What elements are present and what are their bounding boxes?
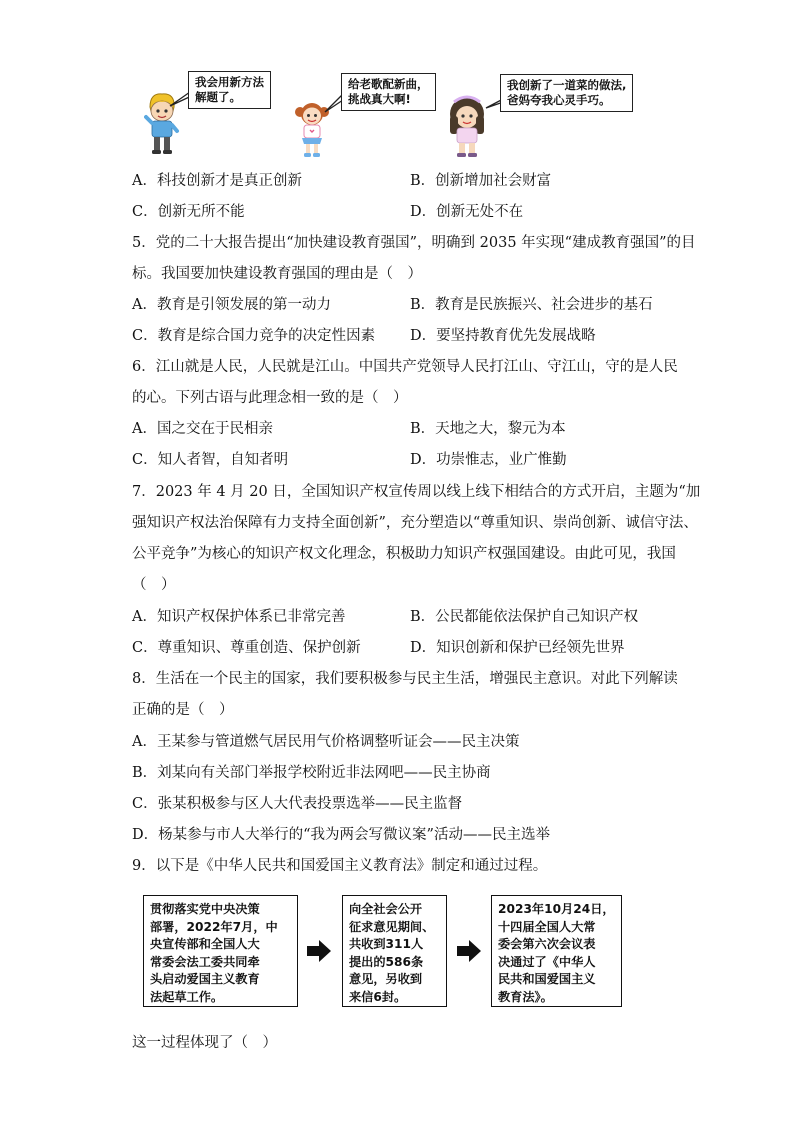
q7-option-b[interactable]: B．公民都能依法保护自己知识产权 bbox=[410, 609, 639, 625]
right-arrow-icon bbox=[307, 940, 331, 962]
illustration bbox=[130, 60, 670, 160]
q6-option-b[interactable]: B．天地之大，黎元为本 bbox=[410, 421, 566, 437]
q5-option-d[interactable]: D．要坚持教育优先发展战略 bbox=[410, 328, 596, 344]
flow-line: 常委会法工委共同牵 bbox=[150, 954, 260, 969]
flow-line: 民共和国爱国主义 bbox=[498, 972, 596, 986]
q8-stem-line: 8．生活在一个民主的国家，我们要积极参与民主生活，增强民主意识。对此下列解读 bbox=[132, 671, 678, 687]
flow-step-1 bbox=[143, 895, 298, 1007]
bubble-line: 爸妈夸我心灵手巧。 bbox=[507, 93, 611, 107]
q9-followup: 这一过程体现了（ ） bbox=[132, 1035, 277, 1051]
flow-line: 头启动爱国主义教育 bbox=[150, 972, 260, 986]
q6-option-d[interactable]: D．功崇惟志，业广惟勤 bbox=[410, 452, 567, 468]
q9-stem-line: 9．以下是《中华人民共和国爱国主义教育法》制定和通过过程。 bbox=[132, 858, 548, 874]
bubble-line: 给老歌配新曲， bbox=[348, 77, 429, 91]
q7-stem-line: 7．2023 年 4 月 20 日，全国知识产权宣传周以线上线下相结合的方式开启，主题为“加 bbox=[132, 484, 701, 500]
q5-option-b[interactable]: B．教育是民族振兴、社会进步的基石 bbox=[410, 297, 653, 313]
flow-line: 委会第六次会议表 bbox=[498, 937, 596, 951]
flow-step-3 bbox=[491, 895, 622, 1007]
flow-line: 向全社会公开 bbox=[349, 902, 423, 916]
flow-line: 央宣传部和全国人大 bbox=[150, 937, 260, 951]
flow-line: 共收到311人 bbox=[349, 937, 424, 951]
flow-line: 2023年10月24日， bbox=[498, 902, 615, 916]
flow-line: 十四届全国人大常 bbox=[498, 919, 596, 934]
flow-line: 来信6封。 bbox=[349, 989, 407, 1004]
right-arrow-icon bbox=[457, 940, 481, 962]
q8-option-a[interactable]: A．王某参与管道燃气居民用气价格调整听证会——民主决策 bbox=[132, 734, 520, 750]
q6-stem-line: 6．江山就是人民，人民就是江山。中国共产党领导人民打江山、守江山，守的是人民 bbox=[132, 359, 678, 375]
q4-option-a[interactable]: A．科技创新才是真正创新 bbox=[132, 173, 302, 189]
q5-option-a[interactable]: A．教育是引领发展的第一动力 bbox=[132, 297, 331, 313]
flow-step-2 bbox=[342, 895, 447, 1007]
q7-stem-line: 强知识产权法治保障有力支持全面创新”，充分塑造以“尊重知识、崇尚创新、诚信守法、 bbox=[132, 515, 698, 531]
q6-option-a[interactable]: A．国之交在于民相亲 bbox=[132, 421, 273, 437]
q7-option-c[interactable]: C．尊重知识、尊重创造、保护创新 bbox=[132, 640, 361, 656]
bubble-line: 解题了。 bbox=[195, 90, 241, 104]
bubble-line: 我会用新方法 bbox=[195, 75, 264, 89]
flow-line: 决通过了《中华人 bbox=[498, 954, 596, 969]
q6-option-c[interactable]: C．知人者智，自知者明 bbox=[132, 452, 289, 468]
q4-option-d[interactable]: D．创新无处不在 bbox=[410, 204, 524, 220]
q8-option-c[interactable]: C．张某积极参与区人大代表投票选举——民主监督 bbox=[132, 796, 463, 812]
q4-option-b[interactable]: B．创新增加社会财富 bbox=[410, 173, 552, 189]
flow-line: 贯彻落实党中央决策 bbox=[150, 902, 260, 916]
speech-bubble-2 bbox=[341, 73, 436, 111]
q8-option-d[interactable]: D．杨某参与市人大举行的“我为两会写微议案”活动——民主选举 bbox=[132, 827, 550, 843]
q7-option-d[interactable]: D．知识创新和保护已经领先世界 bbox=[410, 640, 625, 656]
q5-option-c[interactable]: C．教育是综合国力竞争的决定性因素 bbox=[132, 328, 376, 344]
speech-bubble-3 bbox=[500, 74, 633, 112]
q7-stem-line: 公平竞争”为核心的知识产权文化理念，积极助力知识产权强国建设。由此可见，我国 bbox=[132, 546, 676, 562]
flow-line: 法起草工作。 bbox=[150, 989, 224, 1004]
flow-line: 意见，另收到 bbox=[349, 972, 423, 986]
q8-stem-line: 正确的是（ ） bbox=[132, 702, 234, 718]
q8-option-b[interactable]: B．刘某向有关部门举报学校附近非法网吧——民主协商 bbox=[132, 765, 491, 781]
q5-stem-line: 5．党的二十大报告提出“加快建设教育强国”，明确到 2035 年实现“建成教育强国”的目 bbox=[132, 235, 696, 251]
q5-stem-line: 标。我国要加快建设教育强国的理由是（ ） bbox=[132, 266, 422, 282]
q7-option-a[interactable]: A．知识产权保护体系已非常完善 bbox=[132, 609, 346, 625]
flow-line: 部署，2022年7月，中 bbox=[150, 919, 278, 934]
q7-stem-line: （ ） bbox=[132, 577, 176, 593]
flow-line: 教育法》。 bbox=[498, 989, 553, 1004]
q4-option-c[interactable]: C．创新无所不能 bbox=[132, 204, 245, 220]
bubble-line: 挑战真大啊! bbox=[348, 92, 411, 106]
flow-line: 征求意见期间、 bbox=[349, 919, 435, 934]
flow-line: 提出的586条 bbox=[349, 954, 424, 969]
q6-stem-line: 的心。下列古语与此理念相一致的是（ ） bbox=[132, 390, 408, 406]
bubble-line: 我创新了一道菜的做法, bbox=[507, 78, 627, 92]
speech-bubble-1 bbox=[188, 71, 271, 109]
